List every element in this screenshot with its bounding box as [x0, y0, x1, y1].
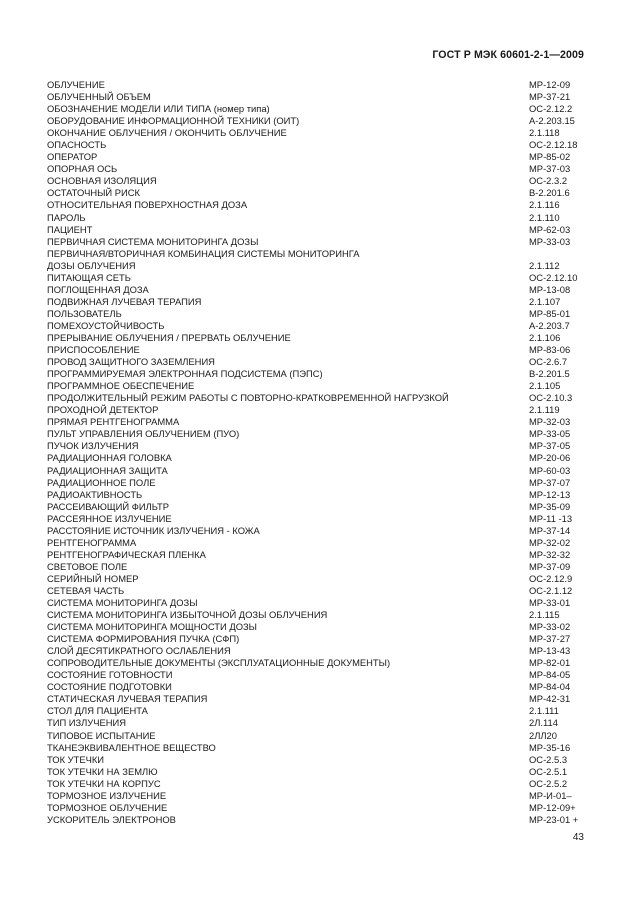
index-reference: МР-37-14 — [529, 524, 571, 536]
index-row — [47, 681, 587, 693]
index-term: СОСТОЯНИЕ ПОДГОТОВКИ — [47, 681, 172, 693]
index-term: СИСТЕМА МОНИТОРИНГА ИЗБЫТОЧНОЙ ДОЗЫ ОБЛУЧЕНИЯ — [47, 609, 328, 621]
index-term: ПАРОЛЬ — [47, 211, 86, 223]
page-number: 43 — [572, 832, 584, 843]
index-row — [47, 139, 587, 151]
index-reference: МР-84-04 — [529, 681, 571, 693]
index-reference: 2ЛЛ20 — [529, 729, 557, 741]
index-term: ОБОЗНАЧЕНИЕ МОДЕЛИ ИЛИ ТИПА (номер типа) — [47, 103, 270, 115]
term-index — [47, 79, 587, 826]
index-row — [47, 705, 587, 717]
index-reference: МР-32-03 — [529, 416, 571, 428]
index-term: ОБЛУЧЕННЫЙ ОБЪЕМ — [47, 91, 151, 103]
index-reference: 2.1.115 — [529, 609, 560, 621]
index-row — [47, 778, 587, 790]
index-row — [47, 730, 587, 742]
index-row — [47, 621, 587, 633]
index-reference: 2.1.107 — [529, 295, 561, 307]
index-reference: А-2.203.15 — [529, 115, 575, 127]
index-row — [47, 308, 587, 320]
index-reference: МР-13-43 — [529, 645, 571, 657]
index-term: ПУЛЬТ УПРАВЛЕНИЯ ОБЛУЧЕНИЕМ (ПУО) — [47, 428, 240, 440]
index-term: ПЕРВИЧНАЯ/ВТОРИЧНАЯ КОМБИНАЦИЯ СИСТЕМЫ МОНИТОРИНГА — [47, 247, 360, 259]
index-reference: МР-62-03 — [529, 223, 571, 235]
index-reference: МР-20-06 — [529, 452, 571, 464]
index-reference: МР-35-16 — [529, 741, 571, 753]
index-row — [47, 489, 587, 501]
index-row — [47, 392, 587, 404]
index-term: ПРОХОДНОЙ ДЕТЕКТОР — [47, 404, 159, 416]
index-row — [47, 236, 587, 248]
index-term: ПОГЛОЩЕННАЯ ДОЗА — [47, 283, 149, 295]
index-term: СИСТЕМА МОНИТОРИНГА ДОЗЫ — [47, 597, 198, 609]
index-term: РАССЕИВАЮЩИЙ ФИЛЬТР — [47, 500, 169, 512]
index-reference: МР-84-05 — [529, 669, 571, 681]
index-row — [47, 296, 587, 308]
index-row — [47, 754, 587, 766]
index-row — [47, 766, 587, 778]
index-term: ПИТАЮЩАЯ СЕТЬ — [47, 271, 131, 283]
index-reference: МР-82-01 — [529, 657, 571, 669]
index-row — [47, 127, 587, 139]
index-term: ПУЧОК ИЗЛУЧЕНИЯ — [47, 440, 139, 452]
index-reference: ОС-2.1.12 — [529, 584, 573, 596]
index-term: ПОДВИЖНАЯ ЛУЧЕВАЯ ТЕРАПИЯ — [47, 295, 202, 307]
index-row — [47, 657, 587, 669]
index-row — [47, 814, 587, 826]
index-reference: МР-83-06 — [529, 344, 571, 356]
index-row — [47, 717, 587, 729]
index-reference: МР-11 -13 — [529, 512, 573, 524]
index-row — [47, 440, 587, 452]
index-reference: МР-37-21 — [529, 91, 571, 103]
index-row — [47, 332, 587, 344]
index-row — [47, 272, 587, 284]
index-reference: МР-12-13 — [529, 488, 571, 500]
index-reference: 2.1.105 — [529, 380, 561, 392]
index-row — [47, 151, 587, 163]
index-reference: ОС-2.6.7 — [529, 356, 568, 368]
index-reference: МР-32-32 — [529, 548, 571, 560]
index-row — [47, 537, 587, 549]
index-term: ТОК УТЕЧКИ НА ЗЕМЛЮ — [47, 765, 158, 777]
index-term: СИСТЕМА МОНИТОРИНГА МОЩНОСТИ ДОЗЫ — [47, 621, 257, 633]
index-term: ТИП ИЗЛУЧЕНИЯ — [47, 717, 126, 729]
index-row — [47, 175, 587, 187]
index-term: ПРОВОД ЗАЩИТНОГО ЗАЗЕМЛЕНИЯ — [47, 356, 215, 368]
index-term: ПРЯМАЯ РЕНТГЕНОГРАММА — [47, 416, 180, 428]
index-reference: ОС-2.12.2 — [529, 103, 573, 115]
index-term: ПОМЕХОУСТОЙЧИВОСТЬ — [47, 319, 165, 331]
index-row — [47, 368, 587, 380]
index-term: РЕНТГЕНОГРАФИЧЕСКАЯ ПЛЕНКА — [47, 548, 206, 560]
index-reference: 2.1.112 — [529, 259, 560, 271]
index-reference: МР-42-31 — [529, 693, 571, 705]
index-row — [47, 187, 587, 199]
index-reference: 2.1.119 — [529, 404, 560, 416]
index-term: РАССЕЯННОЕ ИЗЛУЧЕНИЕ — [47, 512, 172, 524]
index-term: РАДИАЦИОННАЯ ГОЛОВКА — [47, 452, 172, 464]
index-term: ПАЦИЕНТ — [47, 223, 93, 235]
index-term: ПРОДОЛЖИТЕЛЬНЫЙ РЕЖИМ РАБОТЫ С ПОВТОРНО-КРАТКОВРЕМЕННОЙ НАГРУЗКОЙ — [47, 392, 449, 404]
index-reference: ОС-2.5.3 — [529, 753, 568, 765]
index-term: РАДИАЦИОННАЯ ЗАЩИТА — [47, 464, 168, 476]
index-row — [47, 284, 587, 296]
document-header: ГОСТ Р МЭК 60601-2-1—2009 — [432, 49, 584, 61]
index-term: ТОК УТЕЧКИ НА КОРПУС — [47, 777, 161, 789]
index-term: ТИПОВОЕ ИСПЫТАНИЕ — [47, 729, 156, 741]
index-term: ПРОГРАММИРУЕМАЯ ЭЛЕКТРОННАЯ ПОДСИСТЕМА (ПЭПС) — [47, 368, 323, 380]
index-row — [47, 669, 587, 681]
index-reference: 2.1.106 — [529, 331, 561, 343]
index-reference: МР-33-03 — [529, 235, 571, 247]
index-reference: МР-37-07 — [529, 476, 571, 488]
index-term: СИСТЕМА ФОРМИРОВАНИЯ ПУЧКА (СФП) — [47, 633, 240, 645]
index-reference: МР-37-05 — [529, 440, 571, 452]
index-reference: МР-37-09 — [529, 560, 571, 572]
index-term: СТОЛ ДЛЯ ПАЦИЕНТА — [47, 705, 148, 717]
index-term: РЕНТГЕНОГРАММА — [47, 536, 137, 548]
index-term: ОПЕРАТОР — [47, 151, 98, 163]
index-row — [47, 380, 587, 392]
index-reference: В-2.201.6 — [529, 187, 570, 199]
index-term: ОСТАТОЧНЫЙ РИСК — [47, 187, 140, 199]
index-term: ПЕРВИЧНАЯ СИСТЕМА МОНИТОРИНГА ДОЗЫ — [47, 235, 259, 247]
index-reference: ОС-2.5.2 — [529, 777, 568, 789]
index-term: ОТНОСИТЕЛЬНАЯ ПОВЕРХНОСТНАЯ ДОЗА — [47, 199, 248, 211]
index-row — [47, 513, 587, 525]
index-term: ДОЗЫ ОБЛУЧЕНИЯ — [47, 259, 136, 271]
index-reference: МР-37-27 — [529, 633, 571, 645]
index-row — [47, 742, 587, 754]
index-term: ПРОГРАММНОЕ ОБЕСПЕЧЕНИЕ — [47, 380, 195, 392]
index-reference: МР-35-09 — [529, 500, 571, 512]
index-row — [47, 645, 587, 657]
index-reference: 2.1.116 — [529, 199, 560, 211]
index-reference: ОС-2.12.10 — [529, 271, 578, 283]
index-row — [47, 344, 587, 356]
index-reference: А-2.203.7 — [529, 319, 570, 331]
index-term: СЕРИЙНЫЙ НОМЕР — [47, 572, 139, 584]
index-term: СТАТИЧЕСКАЯ ЛУЧЕВАЯ ТЕРАПИЯ — [47, 693, 208, 705]
index-reference: МР-12-09 — [529, 79, 571, 90]
index-row — [47, 356, 587, 368]
index-row — [47, 199, 587, 211]
index-row — [47, 477, 587, 489]
index-reference: МР-85-01 — [529, 307, 571, 319]
index-term: ОПАСНОСТЬ — [47, 139, 107, 151]
index-reference: 2Л.114 — [529, 717, 558, 729]
index-row — [47, 320, 587, 332]
index-term: ПРИСПОСОБЛЕНИЕ — [47, 344, 140, 356]
index-reference: ОС-2.3.2 — [529, 175, 568, 187]
index-term: СОПРОВОДИТЕЛЬНЫЕ ДОКУМЕНТЫ (ЭКСПЛУАТАЦИОННЫЕ ДОКУМЕНТЫ) — [47, 657, 391, 669]
index-row — [47, 501, 587, 513]
index-reference: МР-32-02 — [529, 536, 571, 548]
index-term: ТОРМОЗНОЕ ИЗЛУЧЕНИЕ — [47, 789, 167, 801]
index-reference: МР-33-02 — [529, 621, 571, 633]
index-term: ОСНОВНАЯ ИЗОЛЯЦИЯ — [47, 175, 157, 187]
index-term: ОПОРНАЯ ОСЬ — [47, 163, 118, 175]
index-term: СЛОЙ ДЕСЯТИКРАТНОГО ОСЛАБЛЕНИЯ — [47, 645, 231, 657]
index-reference: МР-33-05 — [529, 428, 571, 440]
index-reference: МР-23-01 + — [529, 813, 579, 825]
index-term: РАДИОАКТИВНОСТЬ — [47, 488, 143, 500]
index-row — [47, 91, 587, 103]
index-reference: МР-33-01 — [529, 597, 571, 609]
index-row — [47, 790, 587, 802]
index-row — [47, 597, 587, 609]
index-row — [47, 633, 587, 645]
index-term: СОСТОЯНИЕ ГОТОВНОСТИ — [47, 669, 173, 681]
index-row — [47, 416, 587, 428]
index-row — [47, 428, 587, 440]
index-row — [47, 452, 587, 464]
index-row — [47, 609, 587, 621]
index-row — [47, 248, 587, 260]
index-reference: ОС-2.12.18 — [529, 139, 578, 151]
index-term: СЕТЕВАЯ ЧАСТЬ — [47, 584, 125, 596]
index-reference: В-2.201.5 — [529, 368, 570, 380]
index-row — [47, 693, 587, 705]
index-row — [47, 573, 587, 585]
index-term: СВЕТОВОЕ ПОЛЕ — [47, 560, 128, 572]
index-term: РАССТОЯНИЕ ИСТОЧНИК ИЗЛУЧЕНИЯ - КОЖА — [47, 524, 260, 536]
index-row — [47, 224, 587, 236]
index-row — [47, 585, 587, 597]
index-term: ОБЛУЧЕНИЕ — [47, 79, 105, 90]
index-reference: МР-12-09+ — [529, 801, 576, 813]
index-term: ОБОРУДОВАНИЕ ИНФОРМАЦИОННОЙ ТЕХНИКИ (ОИТ) — [47, 115, 300, 127]
index-reference: ОС-2.12.9 — [529, 572, 573, 584]
index-term: ТОРМОЗНОЕ ОБЛУЧЕНИЕ — [47, 801, 168, 813]
index-row — [47, 103, 587, 115]
index-term: ОКОНЧАНИЕ ОБЛУЧЕНИЯ / ОКОНЧИТЬ ОБЛУЧЕНИЕ — [47, 127, 287, 139]
index-reference: МР-13-08 — [529, 283, 571, 295]
index-term: ТОК УТЕЧКИ — [47, 753, 105, 765]
index-row — [47, 212, 587, 224]
index-row — [47, 561, 587, 573]
index-row — [47, 525, 587, 537]
index-reference: ОС-2.10.3 — [529, 392, 573, 404]
index-row — [47, 163, 587, 175]
index-row — [47, 404, 587, 416]
index-reference: 2.1.110 — [529, 211, 560, 223]
index-reference: МР-60-03 — [529, 464, 571, 476]
index-reference: ОС-2.5.1 — [529, 765, 568, 777]
index-term: РАДИАЦИОННОЕ ПОЛЕ — [47, 476, 156, 488]
index-row — [47, 260, 587, 272]
index-row — [47, 79, 587, 91]
index-row — [47, 549, 587, 561]
index-row — [47, 115, 587, 127]
index-term: ПРЕРЫВАНИЕ ОБЛУЧЕНИЯ / ПРЕРВАТЬ ОБЛУЧЕНИЕ — [47, 331, 291, 343]
index-row — [47, 802, 587, 814]
index-reference: 2.1.118 — [529, 127, 560, 139]
index-reference: 2.1.111 — [529, 705, 559, 717]
index-reference: МР-85-02 — [529, 151, 571, 163]
index-row — [47, 465, 587, 477]
index-reference: МР-37-03 — [529, 163, 571, 175]
index-reference: МР-И-01– — [529, 789, 572, 801]
index-term: ПОЛЬЗОВАТЕЛЬ — [47, 307, 122, 319]
index-term: УСКОРИТЕЛЬ ЭЛЕКТРОНОВ — [47, 813, 176, 825]
index-term: ТКАНЕЭКВИВАЛЕНТНОЕ ВЕЩЕСТВО — [47, 741, 216, 753]
